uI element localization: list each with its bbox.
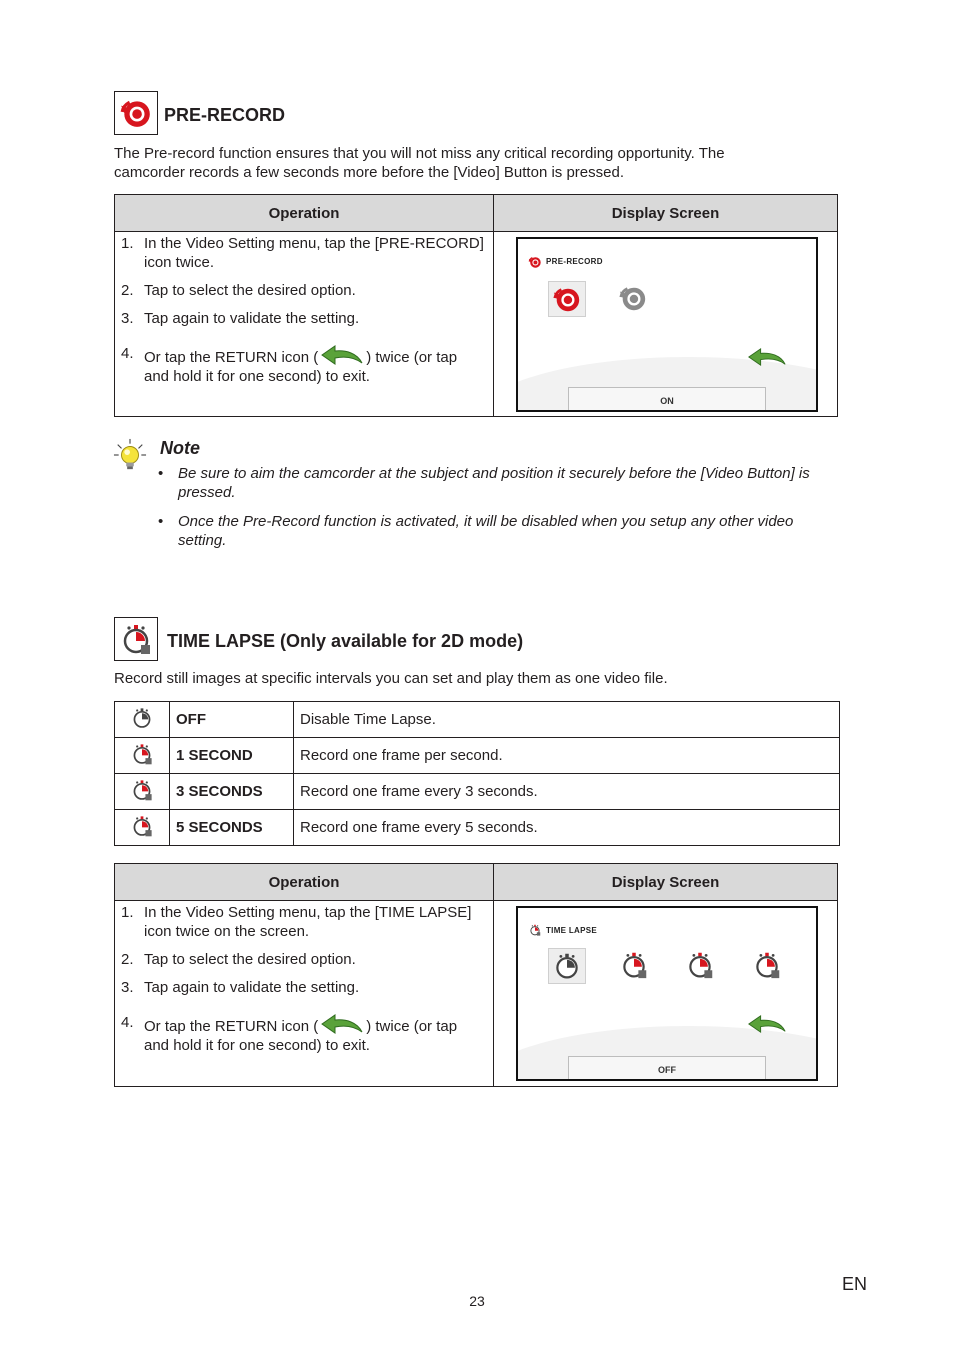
option-description: Record one frame every 3 seconds. [294, 774, 840, 810]
time-lapse-off-option[interactable] [548, 948, 586, 984]
list-item: 1. In the Video Setting menu, tap the [PRE-RECORD] icon twice. [121, 235, 484, 271]
timer-5s-icon[interactable] [753, 951, 781, 979]
note-title: Note [160, 438, 200, 458]
timer-1s-icon [131, 743, 153, 765]
timer-1s-icon[interactable] [620, 951, 648, 979]
option-label: 3 SECONDS [170, 774, 294, 810]
screen-title: TIME LAPSE [546, 926, 598, 935]
pre-record-heading: PRE-RECORD [164, 105, 286, 125]
return-icon [320, 344, 364, 366]
option-label: 5 SECONDS [170, 810, 294, 846]
pre-record-icon [119, 96, 153, 130]
time-lapse-heading: TIME LAPSE (Only available for 2D mode) [167, 631, 524, 651]
operation-header: Operation [115, 195, 494, 232]
pre-record-on-option[interactable] [548, 281, 586, 317]
list-item: • Be sure to aim the camcorder at the subject and position it securely before the [Video Button] is pressed. [158, 465, 810, 501]
list-item: 2. Tap to select the desired option. [121, 282, 356, 299]
pre-record-section-icon [114, 91, 158, 135]
return-icon [320, 1013, 364, 1035]
time-lapse-steps [115, 901, 493, 1055]
language-label: EN [841, 1274, 867, 1294]
timer-5s-icon [131, 815, 153, 837]
list-item: 4. Or tap the RETURN icon ( ) twice (or tap and hold it for one second) to exit. [121, 345, 458, 385]
display-screen-header: Display Screen [494, 864, 838, 901]
option-label: OFF [170, 702, 294, 738]
list-item: 1. In the Video Setting menu, tap the [TIME LAPSE] icon twice on the screen. [121, 904, 472, 940]
time-lapse-operation-table [114, 863, 838, 1087]
status-bar: ON [568, 387, 766, 410]
lightbulb-icon [113, 438, 147, 472]
pre-record-display-screen [516, 237, 818, 412]
list-item: 4. Or tap the RETURN icon ( ) twice (or tap and hold it for one second) to exit. [121, 1014, 458, 1054]
timer-icon [120, 623, 152, 655]
pre-record-intro: The Pre-record function ensures that you will not miss any critical recording opportunity. The camcorder records a few seconds more before the [Video] Button is pressed. [114, 145, 725, 181]
pre-record-on-icon [552, 284, 582, 314]
timer-3s-icon [131, 779, 153, 801]
pre-record-operation-table [114, 194, 838, 417]
option-description: Record one frame per second. [294, 738, 840, 774]
screen-title: PRE-RECORD [546, 257, 603, 266]
timer-off-icon [131, 707, 153, 729]
list-item: 2. Tap to select the desired option. [121, 951, 356, 968]
return-icon[interactable] [747, 1014, 787, 1034]
table-row [115, 810, 840, 846]
list-item: 3. Tap again to validate the setting. [121, 310, 360, 327]
status-bar: OFF [568, 1056, 766, 1079]
page-number: 23 [469, 1293, 485, 1309]
return-icon[interactable] [747, 347, 787, 367]
table-row [115, 702, 840, 738]
note-list [158, 464, 840, 560]
list-item: 3. Tap again to validate the setting. [121, 979, 360, 996]
timer-off-icon [553, 952, 581, 980]
pre-record-off-icon[interactable] [618, 283, 648, 313]
option-description: Disable Time Lapse. [294, 702, 840, 738]
timer-3s-icon[interactable] [686, 951, 714, 979]
pre-record-steps [115, 232, 493, 386]
table-row [115, 774, 840, 810]
time-lapse-display-screen [516, 906, 818, 1081]
display-screen-header: Display Screen [494, 195, 838, 232]
operation-header: Operation [115, 864, 494, 901]
pre-record-small-icon [528, 255, 542, 269]
time-lapse-intro: Record still images at specific intervals you can set and play them as one video file. [114, 670, 668, 687]
option-label: 1 SECOND [170, 738, 294, 774]
table-row [115, 738, 840, 774]
option-description: Record one frame every 5 seconds. [294, 810, 840, 846]
time-lapse-section-icon [114, 617, 158, 661]
list-item: • Once the Pre-Record function is activated, it will be disabled when you setup any other video setting. [158, 513, 794, 549]
timer-small-icon [529, 924, 541, 936]
time-lapse-options-table [114, 701, 840, 846]
